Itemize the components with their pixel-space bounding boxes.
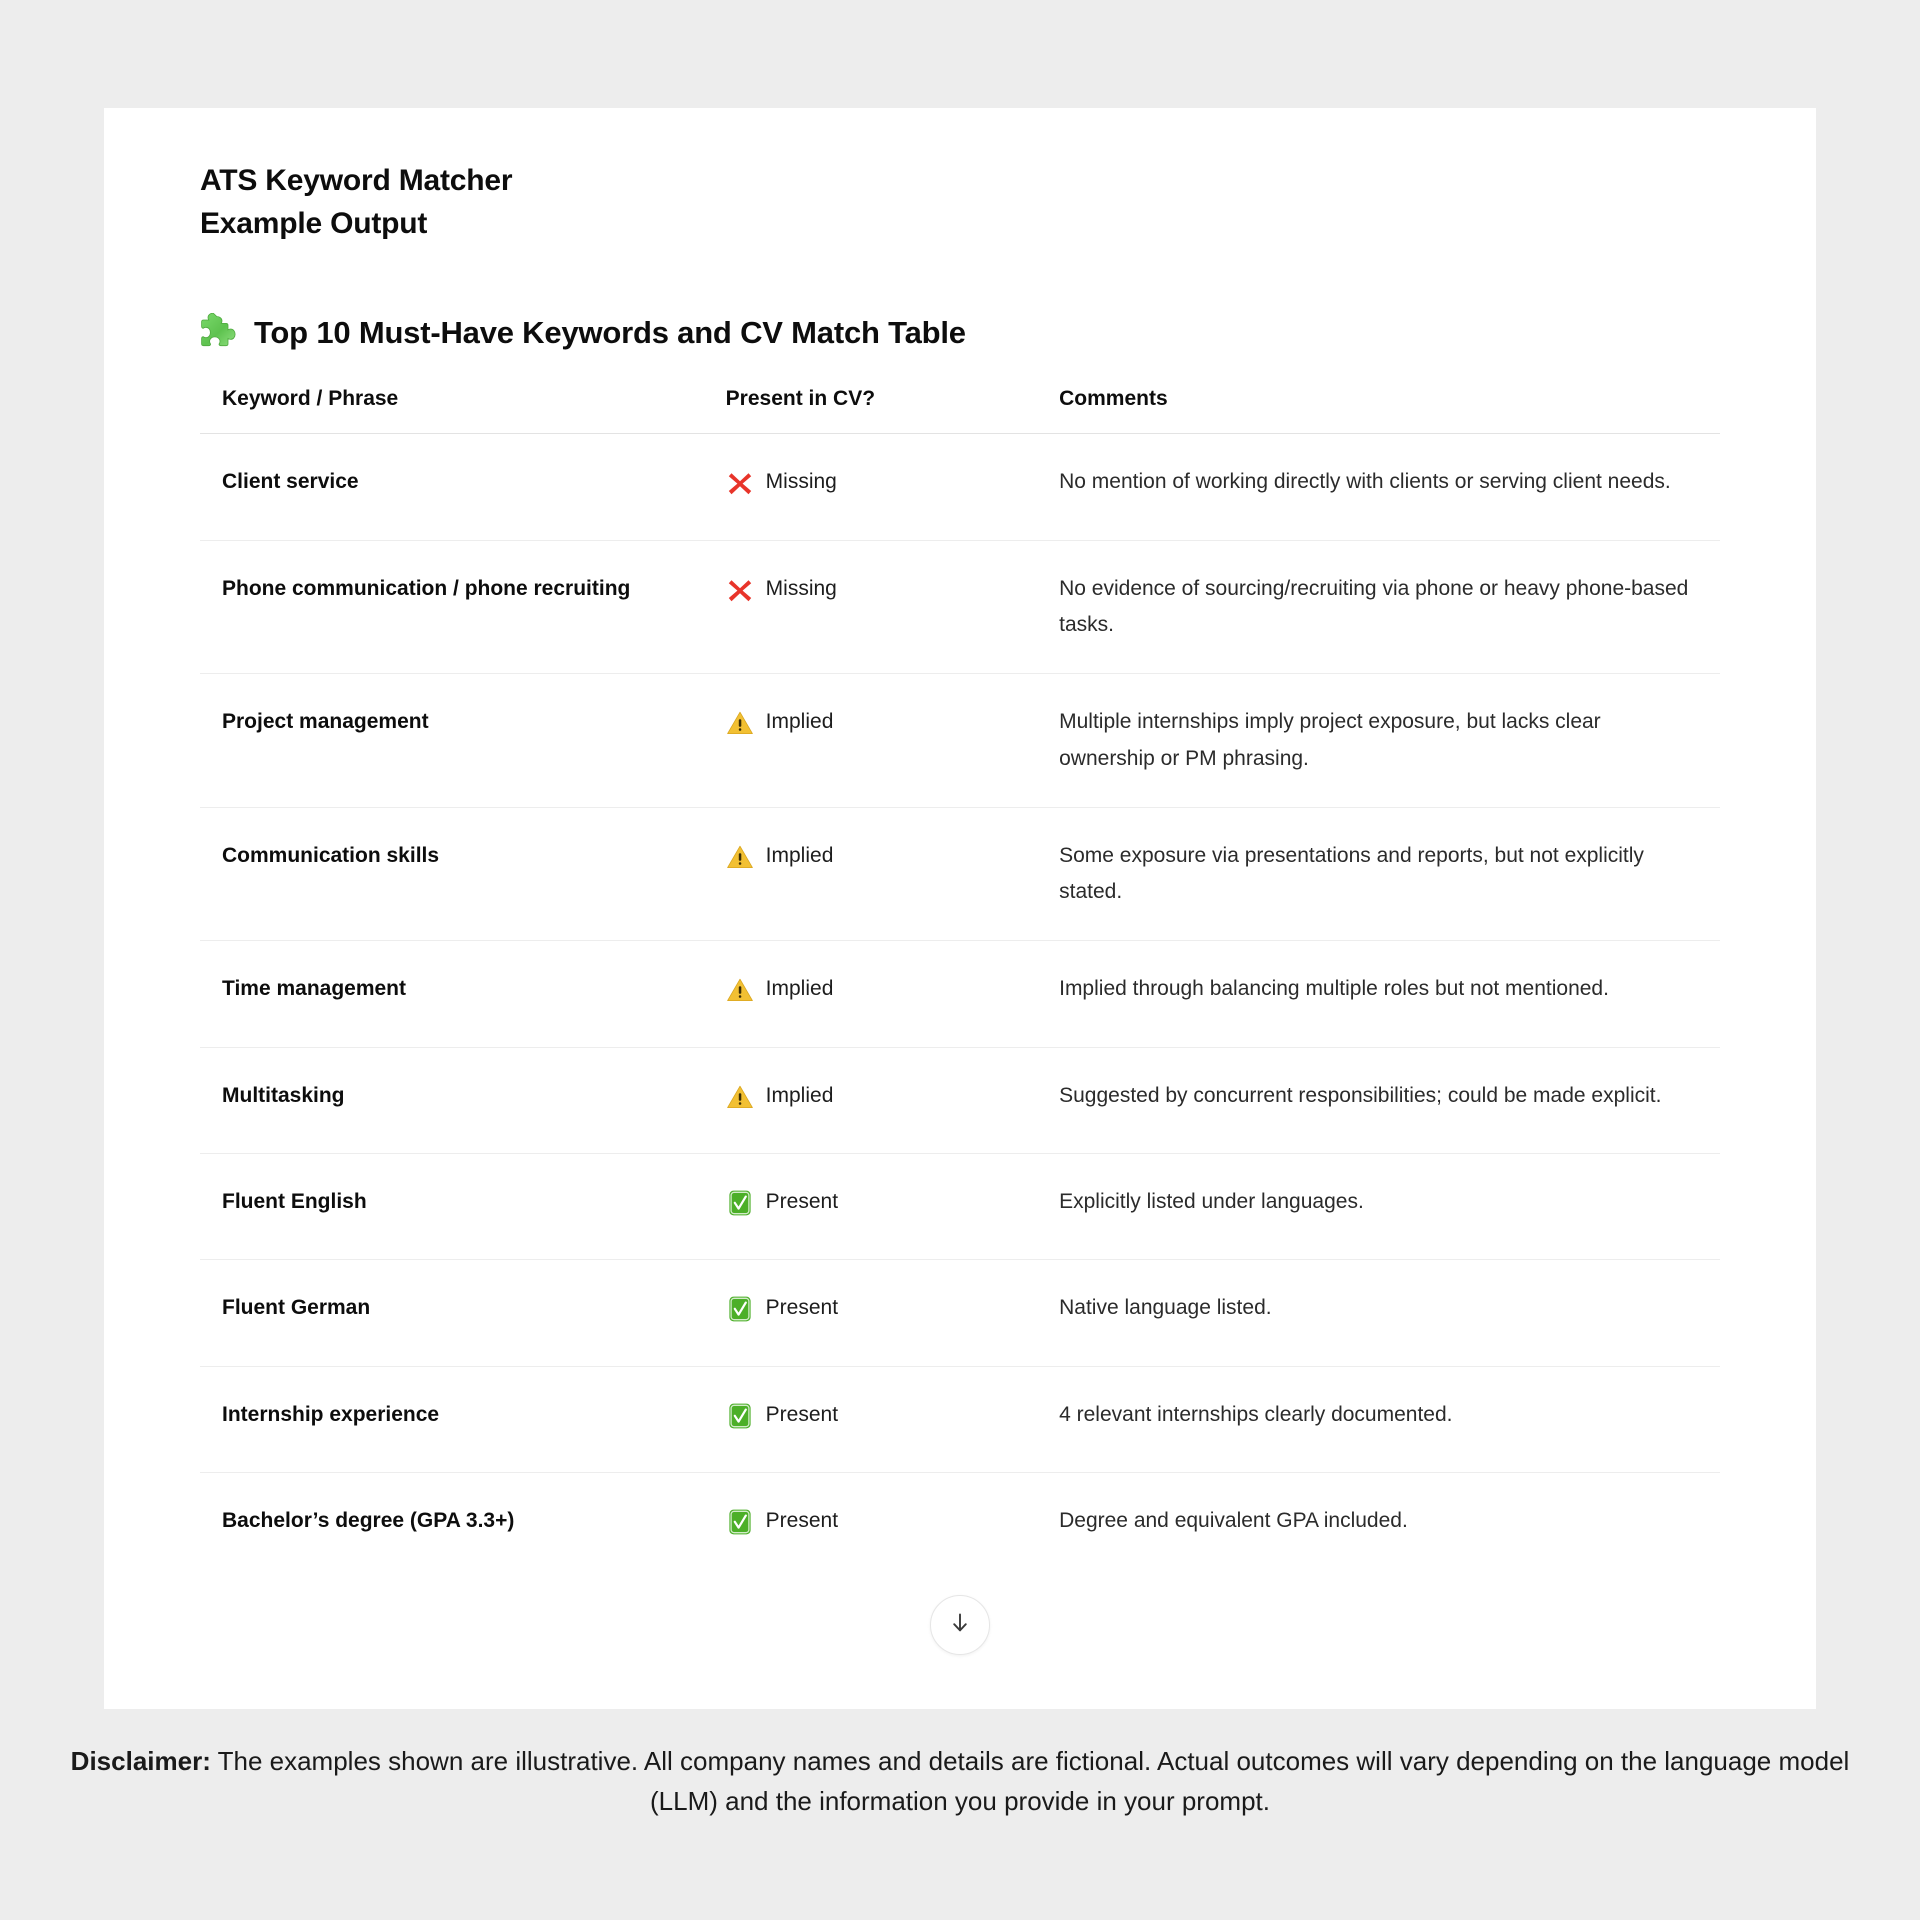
green-check-icon — [726, 1508, 754, 1536]
disclaimer-label: Disclaimer: — [70, 1746, 211, 1776]
table-body — [200, 434, 1720, 1579]
cell-status — [708, 1473, 1045, 1579]
table-header-row — [200, 387, 1720, 434]
column-header-comments: Comments — [1045, 387, 1720, 434]
disclaimer — [60, 1742, 1860, 1821]
cell-status — [708, 1260, 1045, 1366]
cell-comment: Multiple internships imply project exposure, but lacks clear ownership or PM phrasing. — [1045, 674, 1720, 808]
cell-keyword: Fluent English — [200, 1154, 708, 1260]
table-row — [200, 1154, 1720, 1260]
green-check-icon — [726, 1295, 754, 1323]
column-header-present: Present in CV? — [708, 387, 1045, 434]
status-label: Present — [765, 1509, 839, 1533]
cell-status — [708, 1154, 1045, 1260]
status-badge — [726, 1503, 838, 1539]
disclaimer-text: The examples shown are illustrative. All company names and details are fictional. Actual outcomes will vary depending on the language model (LLM) and the information you provide in your prompt. — [210, 1746, 1850, 1816]
warning-triangle-icon — [726, 1083, 754, 1111]
cell-keyword: Multitasking — [200, 1047, 708, 1153]
red-cross-icon — [726, 576, 754, 604]
status-badge — [726, 1078, 834, 1114]
red-cross-icon — [726, 469, 754, 497]
cell-comment: No evidence of sourcing/recruiting via phone or heavy phone-based tasks. — [1045, 540, 1720, 674]
cell-keyword: Bachelor’s degree (GPA 3.3+) — [222, 1509, 515, 1533]
arrow-down-icon — [947, 1610, 973, 1641]
table-row — [200, 1473, 1720, 1579]
status-label: Missing — [765, 470, 837, 494]
status-badge — [726, 1184, 838, 1220]
cell-status — [708, 540, 1045, 674]
page-title-line-2: Example Output — [200, 206, 428, 240]
status-badge — [726, 838, 834, 874]
page-title — [200, 160, 1720, 245]
cell-status — [708, 807, 1045, 941]
table-row — [200, 1366, 1720, 1472]
table-row — [200, 1047, 1720, 1153]
table-row — [200, 674, 1720, 808]
cell-comment: Suggested by concurrent responsibilities; could be made explicit. — [1045, 1047, 1720, 1153]
cell-keyword: Time management — [200, 941, 708, 1047]
status-badge — [726, 571, 837, 607]
status-label: Present — [765, 1402, 839, 1426]
status-badge — [726, 971, 834, 1007]
cell-comment: Explicitly listed under languages. — [1045, 1154, 1720, 1260]
output-heading — [200, 313, 1720, 353]
output-heading-label: Top 10 Must-Have Keywords and CV Match Table — [254, 315, 966, 351]
cell-keyword: Fluent German — [200, 1260, 708, 1366]
cell-comment: No mention of working directly with clients or serving client needs. — [1045, 434, 1720, 540]
cell-comment: Native language listed. — [1045, 1260, 1720, 1366]
table-row — [200, 941, 1720, 1047]
status-label: Implied — [765, 1083, 834, 1107]
cell-keyword: Phone communication / phone recruiting — [200, 540, 708, 674]
status-label: Implied — [765, 977, 834, 1001]
warning-triangle-icon — [726, 709, 754, 737]
cell-keyword: Communication skills — [200, 807, 708, 941]
keyword-match-table — [200, 387, 1720, 1578]
status-badge — [726, 1397, 838, 1433]
status-badge — [726, 704, 834, 740]
cell-comment: Some exposure via presentations and reports, but not explicitly stated. — [1045, 807, 1720, 941]
status-label: Present — [765, 1190, 839, 1214]
table-header — [200, 387, 1720, 434]
table-row — [200, 807, 1720, 941]
cell-status — [708, 674, 1045, 808]
table-row — [200, 540, 1720, 674]
status-label: Implied — [765, 710, 834, 734]
cell-status — [708, 434, 1045, 540]
green-check-icon — [726, 1189, 754, 1217]
status-badge — [726, 1290, 838, 1326]
cell-comment: Implied through balancing multiple roles but not mentioned. — [1045, 941, 1720, 1047]
cell-keyword: Internship experience — [200, 1366, 708, 1472]
warning-triangle-icon — [726, 976, 754, 1004]
scroll-down-button[interactable] — [930, 1595, 990, 1655]
status-badge — [726, 464, 837, 500]
example-output-card — [104, 108, 1816, 1709]
status-label: Present — [765, 1296, 839, 1320]
cell-comment: 4 relevant internships clearly documented. — [1045, 1366, 1720, 1472]
warning-triangle-icon — [726, 843, 754, 871]
table-row — [200, 434, 1720, 540]
column-header-keyword: Keyword / Phrase — [200, 387, 708, 434]
cell-status — [708, 1047, 1045, 1153]
card-content — [104, 108, 1816, 1578]
cell-status — [708, 1366, 1045, 1472]
cell-status — [708, 941, 1045, 1047]
puzzle-piece-icon — [200, 313, 240, 353]
table-row — [200, 1260, 1720, 1366]
cell-comment: Degree and equivalent GPA included. — [1059, 1509, 1408, 1533]
page-title-line-1: ATS Keyword Matcher — [200, 164, 513, 197]
cell-keyword: Client service — [200, 434, 708, 540]
status-label: Implied — [765, 843, 834, 867]
status-label: Missing — [765, 576, 837, 600]
cell-keyword: Project management — [200, 674, 708, 808]
green-check-icon — [726, 1402, 754, 1430]
